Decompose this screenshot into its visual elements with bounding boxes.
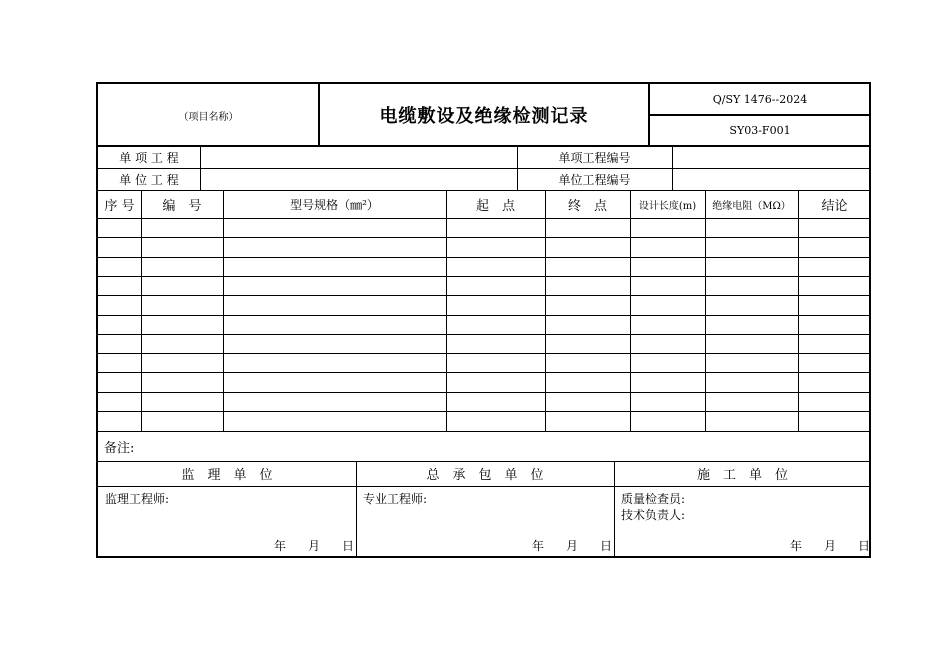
table-row-divider [98, 257, 871, 258]
date-year: 年 [274, 539, 287, 553]
builder-date[interactable] [790, 537, 870, 554]
col-end: 终 点 [567, 198, 607, 214]
table-row-divider [98, 372, 871, 373]
party-supervisor: 监 理 单 位 [181, 468, 273, 483]
remarks-value[interactable] [198, 431, 871, 461]
col-number: 编 号 [162, 198, 202, 214]
inspection-form [96, 82, 871, 558]
table-row-divider [98, 295, 871, 296]
unit-project-label: 单 位 工 程 [119, 172, 179, 187]
supervisor-date[interactable] [274, 537, 354, 554]
date-month: 月 [308, 539, 321, 553]
sub-project-no-label: 单项工程编号 [558, 150, 631, 165]
supervisor-engineer-label: 监理工程师: [105, 492, 170, 506]
table-row-divider [98, 411, 871, 412]
col-length: 设计长度(m) [638, 200, 697, 212]
table-row-divider [98, 334, 871, 335]
unit-project-value[interactable] [200, 168, 517, 190]
table-row-divider [98, 237, 871, 238]
col-model: 型号规格（㎜²） [290, 197, 379, 212]
sub-project-value[interactable] [200, 146, 517, 168]
table-row-divider [98, 315, 871, 316]
date-year: 年 [790, 539, 803, 553]
sub-project-no-value[interactable] [672, 146, 871, 168]
unit-project-no-label: 单位工程编号 [558, 172, 631, 187]
date-month: 月 [566, 539, 579, 553]
date-year: 年 [532, 539, 545, 553]
project-name: （项目名称） [178, 111, 239, 123]
party-builder: 施 工 单 位 [696, 468, 788, 483]
table-row-divider [98, 276, 871, 277]
col-seq: 序 号 [104, 198, 135, 214]
date-day: 日 [342, 539, 355, 553]
contractor-date[interactable] [532, 537, 612, 554]
technical-lead-label: 技术负责人: [621, 508, 686, 522]
quality-inspector-label: 质量检查员: [621, 492, 686, 506]
form-title: 电缆敷设及绝缘检测记录 [379, 106, 589, 127]
unit-project-no-value[interactable] [672, 168, 871, 190]
col-conclusion: 结论 [821, 198, 848, 214]
col-resistance: 绝缘电阻（MΩ） [712, 200, 791, 212]
form-code: SY03-F001 [729, 124, 791, 137]
date-day: 日 [858, 539, 871, 553]
remarks-label: 备注: [104, 440, 135, 456]
party-contractor: 总 承 包 单 位 [426, 468, 544, 483]
date-day: 日 [600, 539, 613, 553]
table-row-divider [98, 392, 871, 393]
specialist-engineer-label: 专业工程师: [363, 492, 428, 506]
table-row-divider [98, 353, 871, 354]
standard-code: Q/SY 1476--2024 [712, 93, 808, 106]
sub-project-label: 单 项 工 程 [119, 150, 179, 165]
col-start: 起 点 [475, 198, 515, 214]
date-month: 月 [824, 539, 837, 553]
